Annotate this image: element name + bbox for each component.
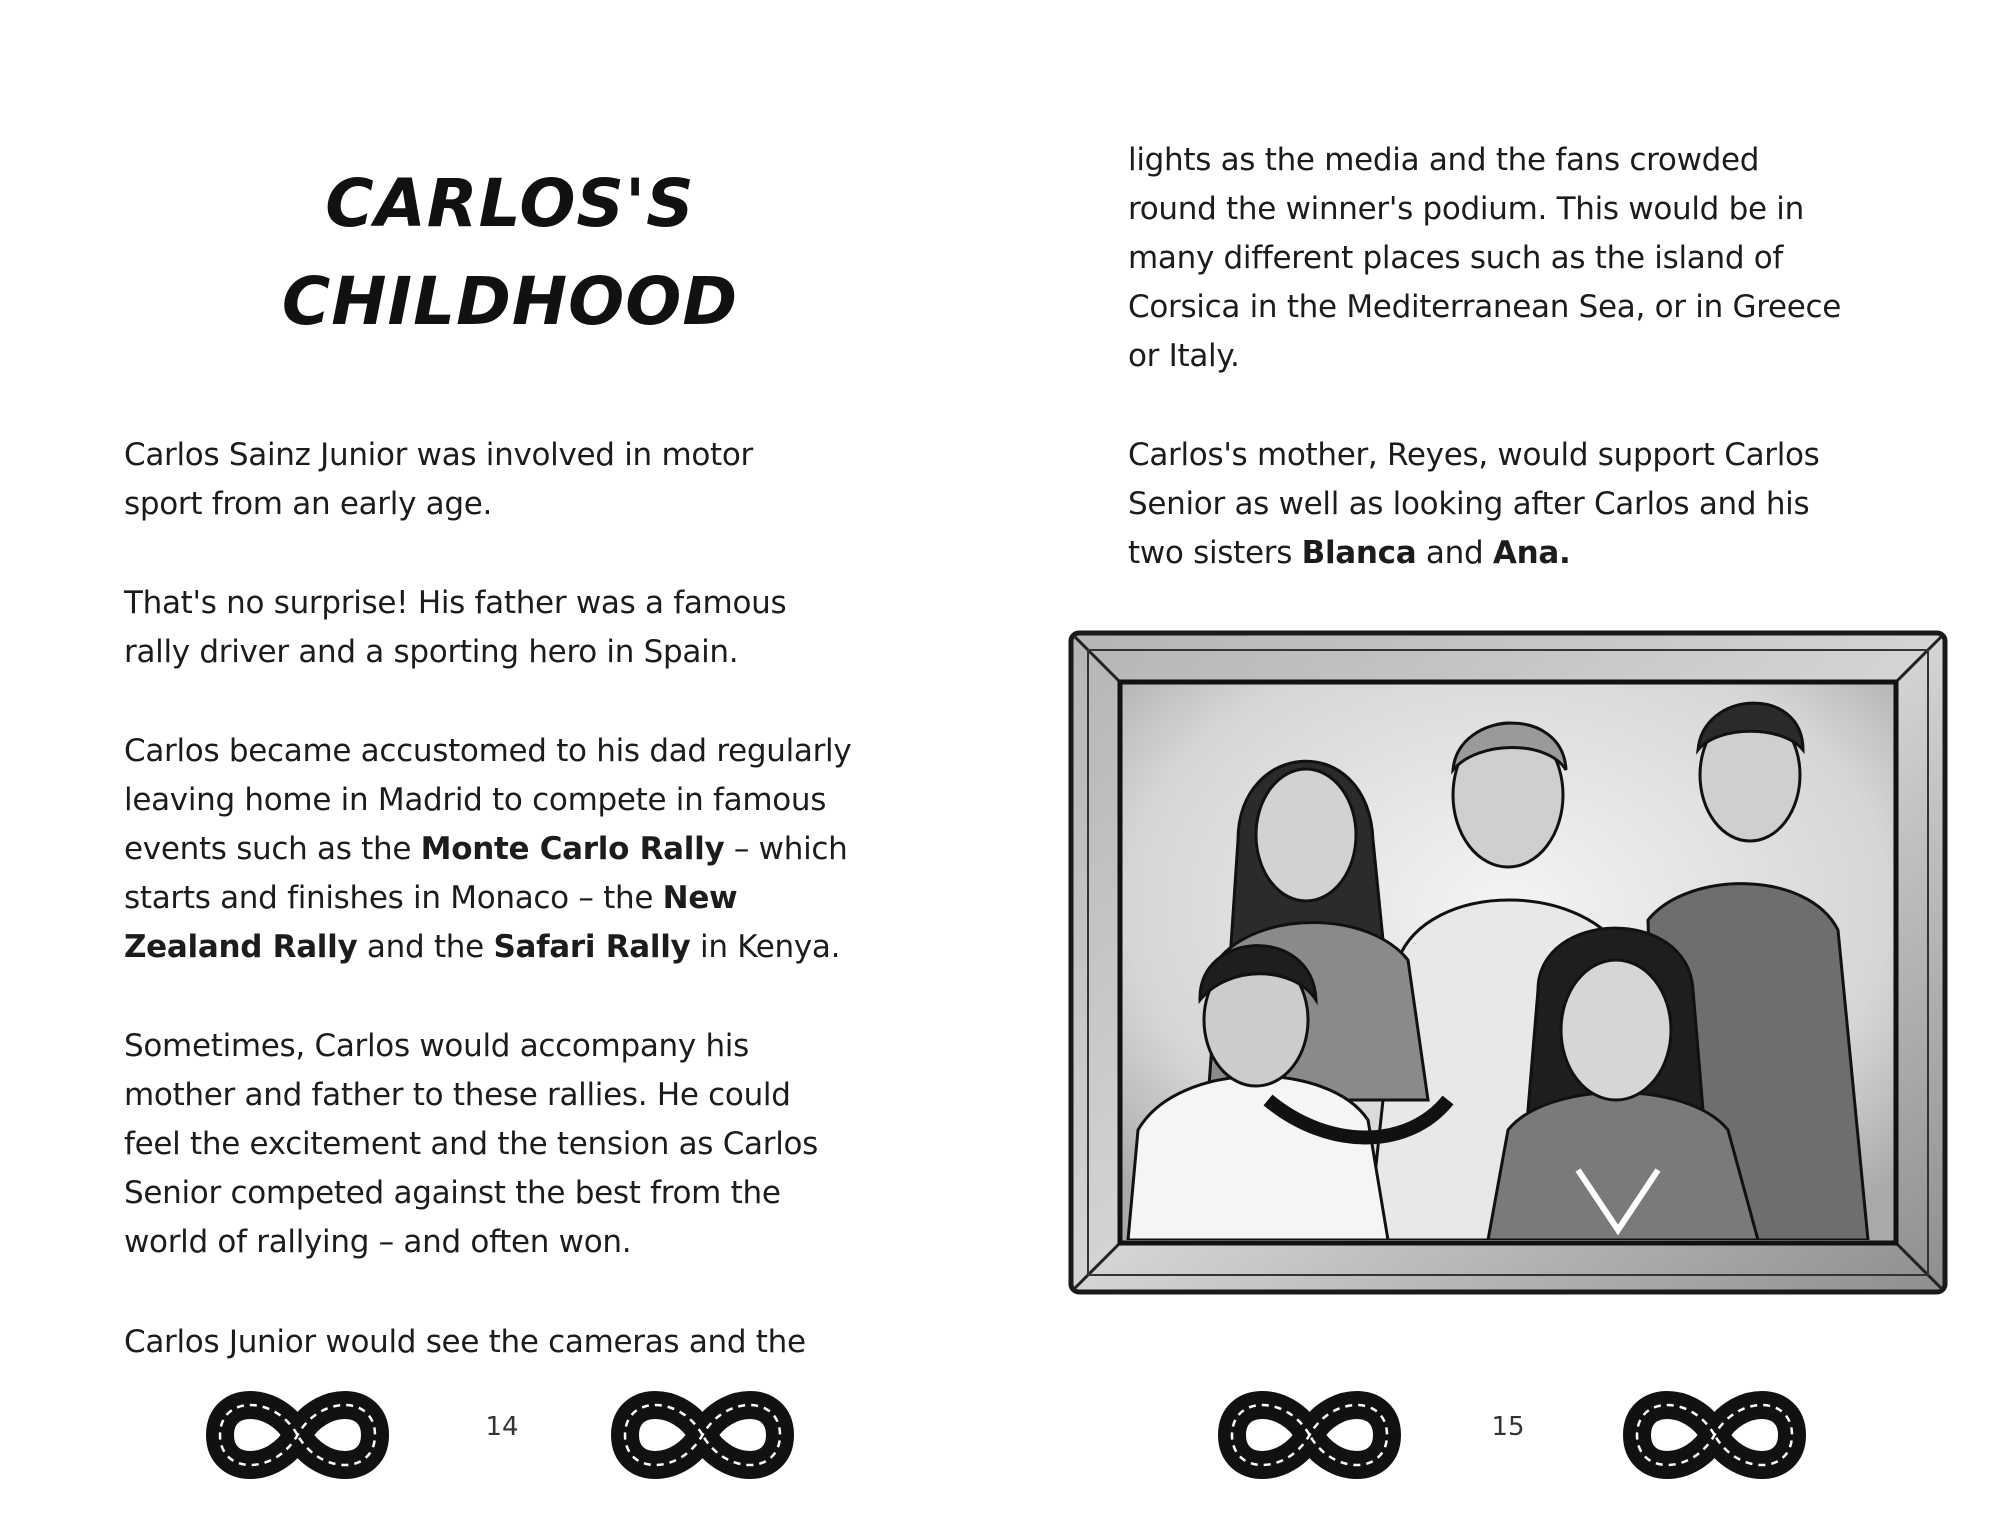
monte-carlo-rally: Monte Carlo Rally bbox=[420, 831, 725, 867]
paragraph-4: Sometimes, Carlos would accompany his mother and father to these rallies. He could feel the excitement and the tension as Carlos Senior competed against the best from the world of rallying – and often won. bbox=[124, 1028, 819, 1260]
safari-rally: Safari Rally bbox=[493, 929, 691, 965]
new-zealand-rally: New Zealand Rally bbox=[124, 880, 738, 965]
page-number: 15 bbox=[1491, 1412, 1525, 1442]
sister-blanca: Blanca bbox=[1301, 535, 1417, 571]
paragraph-1: Carlos Sainz Junior was involved in motor sport from an early age. bbox=[124, 437, 753, 522]
infinity-race-track-icon bbox=[605, 1385, 800, 1485]
paragraph-3-part-a: Carlos became accustomed to his dad regularly leaving home in Madrid to compete in famous events such as the bbox=[124, 733, 852, 867]
paragraph-3-part-c: – which starts and finishes in Monaco – the bbox=[124, 831, 848, 916]
paragraph-7-part-c: and bbox=[1416, 535, 1493, 571]
paragraph-5: Carlos Junior would see the cameras and the bbox=[124, 1324, 806, 1360]
framed-family-portrait bbox=[1068, 630, 1948, 1295]
paragraph-2: That's no surprise! His father was a famous rally driver and a sporting hero in Spain. bbox=[124, 585, 787, 670]
chapter-title-line-1: CARLOS'S bbox=[325, 165, 695, 242]
paragraph-7 bbox=[1128, 431, 1820, 578]
infinity-race-track-icon bbox=[1617, 1385, 1812, 1485]
paragraph-6: lights as the media and the fans crowded round the winner's podium. This would be in many different places such as the island of Corsica in the Mediterranean Sea, or in Greece or Italy. bbox=[1128, 142, 1842, 374]
page-number: 14 bbox=[485, 1412, 519, 1442]
paragraph-7-part-a: Carlos's mother, Reyes, would support Carlos Senior as well as looking after Carlos and his two sisters bbox=[1128, 437, 1820, 571]
sister-ana: Ana. bbox=[1492, 535, 1571, 571]
paragraph-3-part-g: in Kenya. bbox=[690, 929, 841, 965]
paragraph-3-part-e: and the bbox=[357, 929, 494, 965]
paragraph-3 bbox=[124, 727, 851, 972]
chapter-title-line-2: CHILDHOOD bbox=[281, 263, 739, 340]
infinity-race-track-icon bbox=[200, 1385, 395, 1485]
chapter-title bbox=[250, 155, 770, 351]
infinity-race-track-icon bbox=[1212, 1385, 1407, 1485]
